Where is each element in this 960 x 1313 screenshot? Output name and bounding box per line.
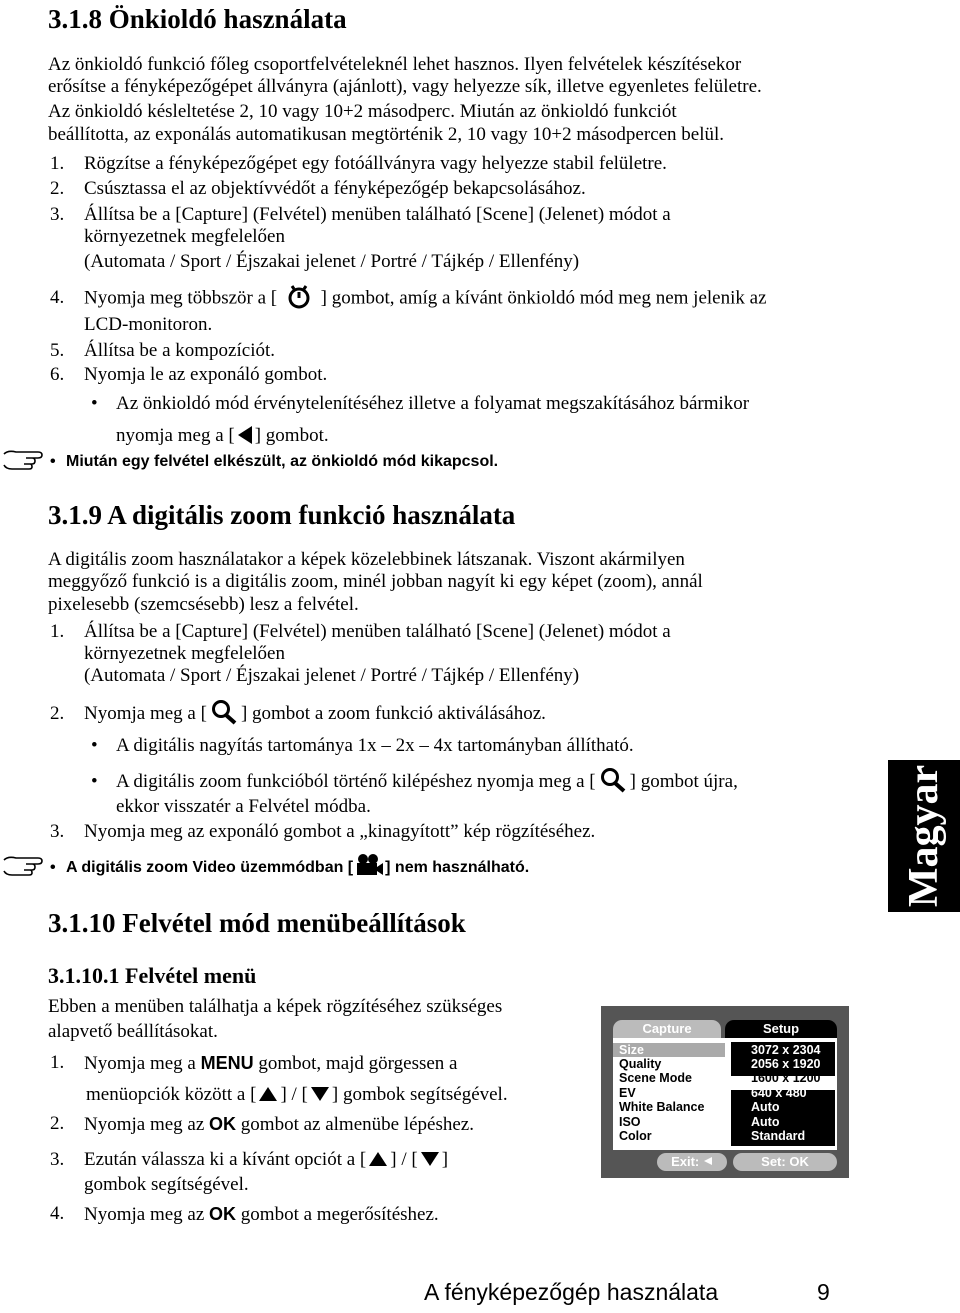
step-number: 1. — [50, 153, 65, 174]
step-number: 5. — [50, 340, 65, 361]
step-number: 4. — [50, 1203, 65, 1224]
menu-item-ev: EV — [619, 1086, 636, 1100]
note-hand-icon — [2, 446, 44, 472]
section-heading-3-1-9: 3.1.9 A digitális zoom funkció használata — [48, 500, 516, 530]
note-text: A digitális zoom Video üzemmódban [ ] nem használható. — [66, 859, 529, 877]
step-text: Rögzítse a fényképezőgépet egy fotóállványra vagy helyezze stabil felületre. — [84, 153, 667, 174]
section-heading-3-1-10: 3.1.10 Felvétel mód menübeállítások — [48, 908, 466, 938]
step-text: Nyomja meg az OK gombot a megerősítéshez. — [84, 1204, 439, 1225]
step-text: Nyomja meg többször a [ ] gombot, amíg a kívánt önkioldó mód meg nem jelenik az — [84, 287, 767, 311]
menu-item-size: Size — [619, 1043, 645, 1057]
step-text: Nyomja meg a MENU gombot, majd görgessen a — [84, 1053, 458, 1074]
menu-panel — [613, 1038, 837, 1150]
left-arrow-icon — [236, 424, 254, 446]
paragraph-line: alapvető beállításokat. — [48, 1021, 218, 1042]
note-bullet: • — [50, 453, 56, 470]
tab-setup: Setup — [725, 1020, 837, 1038]
step-text-cont: LCD-monitoron. — [84, 314, 213, 335]
size-option: 3072 x 2304 — [751, 1043, 821, 1057]
bullet-dot: • — [91, 771, 98, 792]
step-text: Ezután válassza ki a kívánt opciót a [ ] / [ ] — [84, 1149, 449, 1170]
step-text: Állítsa be a kompozíciót. — [84, 340, 276, 361]
menu-item-white-balance: White Balance — [619, 1100, 705, 1114]
down-arrow-icon — [309, 1085, 331, 1103]
video-camera-icon — [354, 853, 384, 877]
size-option: 2056 x 1920 — [751, 1057, 821, 1071]
up-arrow-icon — [257, 1085, 279, 1103]
left-arrow-icon — [703, 1156, 713, 1166]
paragraph-line: Az önkioldó késleltetése 2, 10 vagy 10+2 másodperc. Miután az önkioldó funkciót — [48, 101, 677, 122]
step-text: Nyomja meg az exponáló gombot a „kinagyított” kép rögzítéséhez. — [84, 821, 596, 842]
bullet-text: A digitális zoom funkcióból történő kilépéshez nyomja meg a [ ] gombot újra, — [116, 771, 738, 793]
step-number: 1. — [50, 621, 65, 642]
step-number: 2. — [50, 703, 65, 724]
step-text: Állítsa be a [Capture] (Felvétel) menüben található [Scene] (Jelenet) módot a — [84, 621, 671, 642]
subsection-heading-3-1-10-1: 3.1.10.1 Felvétel menü — [48, 963, 257, 988]
size-options-list — [731, 1042, 835, 1146]
step-number: 3. — [50, 204, 65, 225]
paragraph-line: pixelesebb (szemcsésebb) lesz a felvétel. — [48, 594, 359, 615]
step-number: 2. — [50, 1113, 65, 1134]
option-value: Standard — [751, 1129, 806, 1143]
set-hint: Set: OK — [733, 1153, 837, 1171]
step-number: 2. — [50, 178, 65, 199]
menu-key-label: MENU — [200, 1053, 254, 1073]
menu-item-quality: Quality — [619, 1057, 662, 1071]
down-arrow-icon — [419, 1150, 441, 1168]
step-text-cont: (Automata / Sport / Éjszakai jelenet / Portré / Tájkép / Ellenfény) — [84, 665, 580, 686]
language-label: Magyar — [901, 764, 947, 908]
bullet-dot: • — [91, 735, 98, 756]
self-timer-icon — [284, 281, 314, 311]
step-number: 4. — [50, 287, 65, 308]
paragraph-line: erősítse a fényképezőgépet állványra (ajánlott), vagy helyezze sík, illetve egyenletes felületre. — [48, 76, 762, 97]
size-option: 640 x 480 — [751, 1086, 807, 1100]
camera-capture-menu-screenshot — [601, 1006, 849, 1178]
paragraph-line: beállította, az exponálás automatikusan megtörténik 2, 10 vagy 10+2 másodpercen belül. — [48, 124, 725, 145]
step-text-cont: környezetnek megfelelően — [84, 643, 285, 664]
bullet-text: A digitális nagyítás tartománya 1x – 2x – 4x tartományban állítható. — [116, 735, 634, 756]
step-number: 1. — [50, 1052, 65, 1073]
menu-item-scene-mode: Scene Mode — [619, 1071, 692, 1085]
ok-key-label: OK — [209, 1204, 237, 1224]
step-text-cont: gombok segítségével. — [84, 1174, 249, 1195]
footer-title: A fényképezőgép használata — [424, 1279, 719, 1305]
zoom-magnifier-icon — [599, 767, 627, 793]
note-bullet: • — [50, 859, 56, 876]
step-text-cont: (Automata / Sport / Éjszakai jelenet / Portré / Tájkép / Ellenfény) — [84, 251, 580, 272]
step-text-cont: menüopciók között a [ ] / [ ] gombok segítségével. — [86, 1084, 508, 1105]
option-value: Auto — [751, 1115, 780, 1129]
paragraph-line: Ebben a menüben találhatja a képek rögzítéséhez szükséges — [48, 996, 503, 1017]
paragraph-line: A digitális zoom használatakor a képek közelebbinek látszanak. Viszont akármilyen — [48, 549, 685, 570]
language-side-tab — [888, 760, 960, 912]
step-text: Csúsztassa el az objektívvédőt a fényképezőgép bekapcsolásához. — [84, 178, 586, 199]
paragraph-line: Az önkioldó funkció főleg csoportfelvételeknél lehet hasznos. Ilyen felvételek készítésekor — [48, 54, 742, 75]
page-number: 9 — [817, 1279, 830, 1305]
option-value: Auto — [751, 1100, 780, 1114]
note-text: Miután egy felvétel elkészült, az önkioldó mód kikapcsol. — [66, 453, 499, 470]
paragraph-line: meggyőző funkció is a digitális zoom, minél jobban nagyít ki egy képet (zoom), annál — [48, 571, 703, 592]
up-arrow-icon — [367, 1150, 389, 1168]
section-heading-3-1-8: 3.1.8 Önkioldó használata — [48, 4, 347, 34]
step-text: Állítsa be a [Capture] (Felvétel) menüben található [Scene] (Jelenet) módot a — [84, 204, 671, 225]
exit-hint: Exit: — [657, 1153, 727, 1171]
bullet-text: Az önkioldó mód érvénytelenítéséhez illetve a folyamat megszakításához bármikor — [116, 393, 750, 414]
bullet-text-cont: nyomja meg a [ ] gombot. — [116, 425, 329, 446]
step-number: 3. — [50, 821, 65, 842]
menu-item-color: Color — [619, 1129, 652, 1143]
step-number: 6. — [50, 364, 65, 385]
step-text-cont: környezetnek megfelelően — [84, 226, 285, 247]
step-text: Nyomja meg a [ ] gombot a zoom funkció aktiválásához. — [84, 703, 546, 725]
zoom-magnifier-icon — [210, 699, 238, 725]
tab-capture: Capture — [613, 1020, 721, 1038]
menu-item-iso: ISO — [619, 1115, 641, 1129]
step-text: Nyomja meg az OK gombot az almenübe lépéshez. — [84, 1114, 474, 1135]
note-hand-icon — [2, 852, 44, 878]
ok-key-label: OK — [209, 1114, 237, 1134]
size-option-selected: 1600 x 1200 — [751, 1071, 821, 1085]
step-number: 3. — [50, 1149, 65, 1170]
bullet-dot: • — [91, 393, 98, 414]
step-text: Nyomja le az exponáló gombot. — [84, 364, 328, 385]
bullet-text-cont: ekkor visszatér a Felvétel módba. — [116, 796, 371, 817]
